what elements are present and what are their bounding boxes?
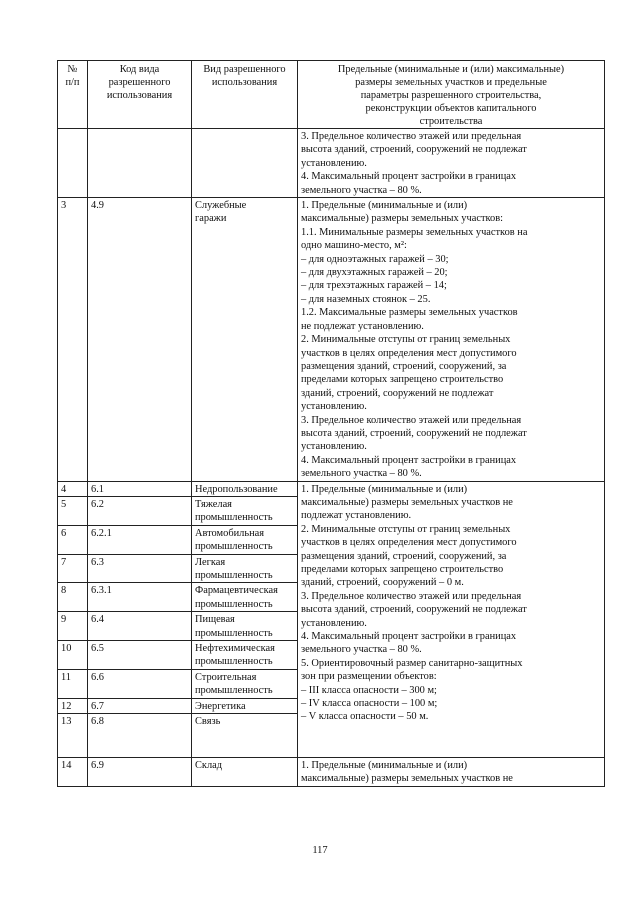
cell-use-type [192, 129, 298, 198]
cell-use-type: Энергетика [192, 698, 298, 713]
cell-use-type: Склад [192, 758, 298, 787]
cell-number: 3 [58, 198, 88, 482]
cell-use-type: Легкая промышленность [192, 554, 298, 583]
cell-code [88, 129, 192, 198]
table-row-continuation [58, 129, 605, 198]
cell-parameters: 1. Предельные (минимальные и (или) максимальные) размеры земельных участков: 1.1. Минимальные размеры земельных участков на одно машино-место, м²: – для одноэтажных гаражей – 30; – для двухэтажных гаражей – 20; – для трехэтажных гаражей – 14; – для наземных стоянок – 25. 1.2. Максимальные размеры земельных участков не подлежат установлению. 2. Минимальные отступы от границ земельных участков в целях определения мест допустимого размещения зданий, строений, сооружений, за пределами которых запрещено строительство зданий, строений, сооружений не подлежат установлению. 3. Предельное количество этажей или предельная высота зданий, строений, сооружений не подлежат установлению. 4. Максимальный процент застройки в границах земельного участка – 80 %. [298, 198, 605, 482]
cell-code: 6.2 [88, 496, 192, 525]
cell-parameters-merged: 1. Предельные (минимальные и (или) максимальные) размеры земельных участков не подлежат установлению. 2. Минимальные отступы от границ земельных участков в целях определения мест допустимого размещения зданий, строений, сооружений, за пределами которых запрещено строительство зданий, строений, сооружений – 0 м. 3. Предельное количество этажей или предельная высота зданий, строений, сооружений не подлежат установлению. 4. Максимальный процент застройки в границах земельного участка – 80 %. 5. Ориентировочный размер санитарно-защитных зон при размещении объектов: – III класса опасности – 300 м; – IV класса опасности – 100 м; – V класса опасности – 50 м. [298, 481, 605, 758]
table-header-row [58, 61, 605, 129]
cell-use-type: Строительная промышленность [192, 669, 298, 698]
cell-code: 4.9 [88, 198, 192, 482]
cell-code: 6.9 [88, 758, 192, 787]
cell-code: 6.4 [88, 612, 192, 641]
land-use-table [57, 60, 605, 787]
header-code: Код вида разрешенного использования [88, 61, 192, 129]
header-use-type: Вид разрешенного использования [192, 61, 298, 129]
cell-number: 7 [58, 554, 88, 583]
cell-use-type: Служебные гаражи [192, 198, 298, 482]
cell-number: 11 [58, 669, 88, 698]
cell-number: 6 [58, 525, 88, 554]
cell-number: 8 [58, 583, 88, 612]
cell-number: 14 [58, 758, 88, 787]
cell-code: 6.8 [88, 714, 192, 758]
cell-code: 6.3.1 [88, 583, 192, 612]
cell-code: 6.2.1 [88, 525, 192, 554]
header-parameters: Предельные (минимальные и (или) максимальные) размеры земельных участков и предельные параметры разрешенного строительства, реконструкции объектов капитального строительства [298, 61, 605, 129]
cell-code: 6.7 [88, 698, 192, 713]
cell-code: 6.5 [88, 641, 192, 670]
cell-use-type: Связь [192, 714, 298, 758]
cell-number: 13 [58, 714, 88, 758]
cell-use-type: Нефтехимическая промышленность [192, 641, 298, 670]
cell-code: 6.1 [88, 481, 192, 496]
cell-use-type: Недропользование [192, 481, 298, 496]
cell-number: 4 [58, 481, 88, 496]
cell-parameters: 3. Предельное количество этажей или предельная высота зданий, строений, сооружений не подлежат установлению. 4. Максимальный процент застройки в границах земельного участка – 80 %. [298, 129, 605, 198]
table-row [58, 758, 605, 787]
page-number: 117 [312, 845, 328, 856]
cell-number [58, 129, 88, 198]
cell-use-type: Фармацевтическая промышленность [192, 583, 298, 612]
cell-number: 12 [58, 698, 88, 713]
cell-parameters: 1. Предельные (минимальные и (или) максимальные) размеры земельных участков не [298, 758, 605, 787]
cell-code: 6.6 [88, 669, 192, 698]
cell-code: 6.3 [88, 554, 192, 583]
table-row [58, 198, 605, 482]
cell-number: 9 [58, 612, 88, 641]
cell-use-type: Автомобильная промышленность [192, 525, 298, 554]
cell-use-type: Тяжелая промышленность [192, 496, 298, 525]
cell-use-type: Пищевая промышленность [192, 612, 298, 641]
header-number: № п/п [58, 61, 88, 129]
table-row [58, 481, 605, 496]
cell-number: 5 [58, 496, 88, 525]
cell-number: 10 [58, 641, 88, 670]
